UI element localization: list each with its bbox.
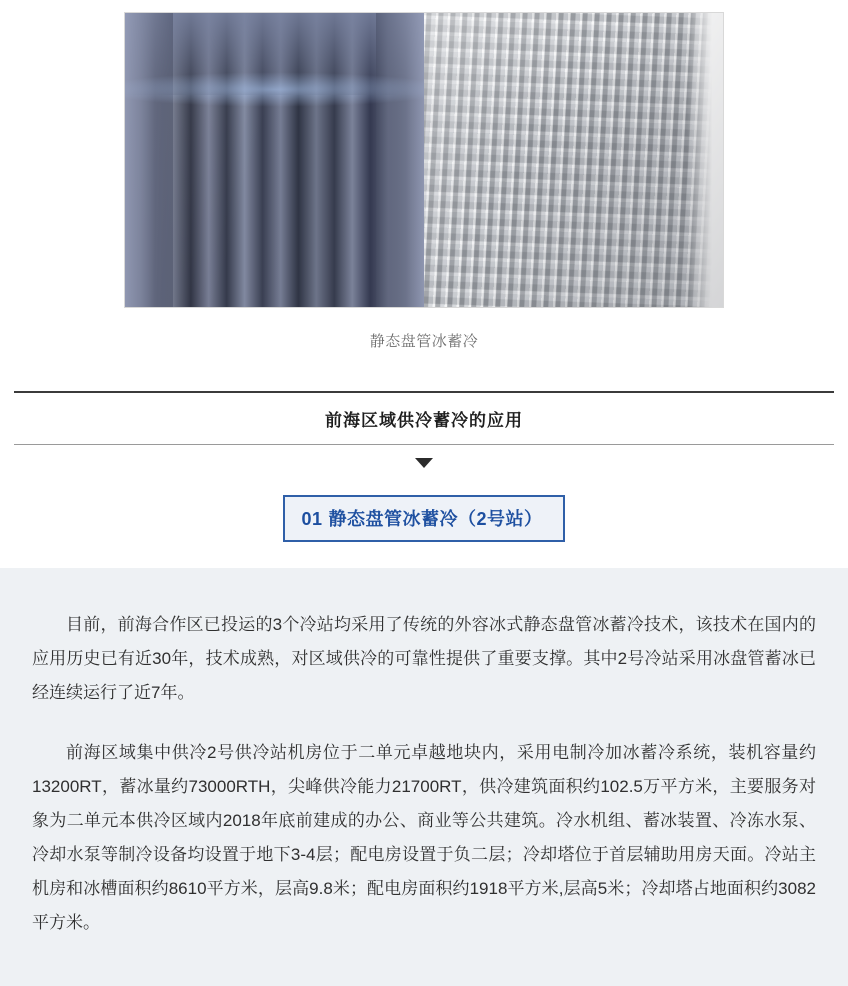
figure-block [0,0,848,351]
trough-edge-left [125,13,173,307]
trough-edge-right [376,13,424,307]
figure-caption: 静态盘管冰蓄冷 [369,333,479,350]
subsection-number: 01 [301,509,323,529]
triangle-down-icon [415,458,433,468]
section-heading-block [0,391,848,477]
coil-bundle-photo [424,13,723,307]
photo-background-fade [687,13,723,307]
subsection-heading-wrap [0,495,848,542]
subsection-label: 静态盘管冰蓄冷（2号站） [328,509,543,529]
figure-image [124,12,724,308]
subsection-badge [283,495,564,542]
paragraph: 目前，前海合作区已投运的3个冷站均采用了传统的外容冰式静态盘管冰蓄冷技术，该技术在国内的应用历史已有近30年，技术成熟，对区域供冷的可靠性提供了重要支撑。其中2号冷站采用冰盘管蓄冰已经连续运行了近7年。 [32,615,816,702]
body-text-block [0,568,848,986]
caret-wrap [0,445,848,477]
paragraph: 前海区域集中供冷2号供冷站机房位于二单元卓越地块内，采用电制冷加冰蓄冷系统，装机容量约13200RT，蓄冰量约73000RTH，尖峰供冷能力21700RT，供冷建筑面积约102.5万平方米，主要服务对象为二单元本供冷区域内2018年底前建成的办公、商业等公共建筑。冷水机组、蓄冰装置、冷冻水泵、冷却水泵等制冷设备均设置于地下3-4层；配电房设置于负二层；冷却塔位于首层辅助用房天面。冷站主机房和冰槽面积约8610平方米，层高9.8米；配电房面积约1918平方米,层高5米；冷却塔占地面积约3082平方米。 [32,743,816,932]
ice-coil-trough-photo [125,13,424,307]
section-title: 前海区域供冷蓄冷的应用 [325,411,523,430]
